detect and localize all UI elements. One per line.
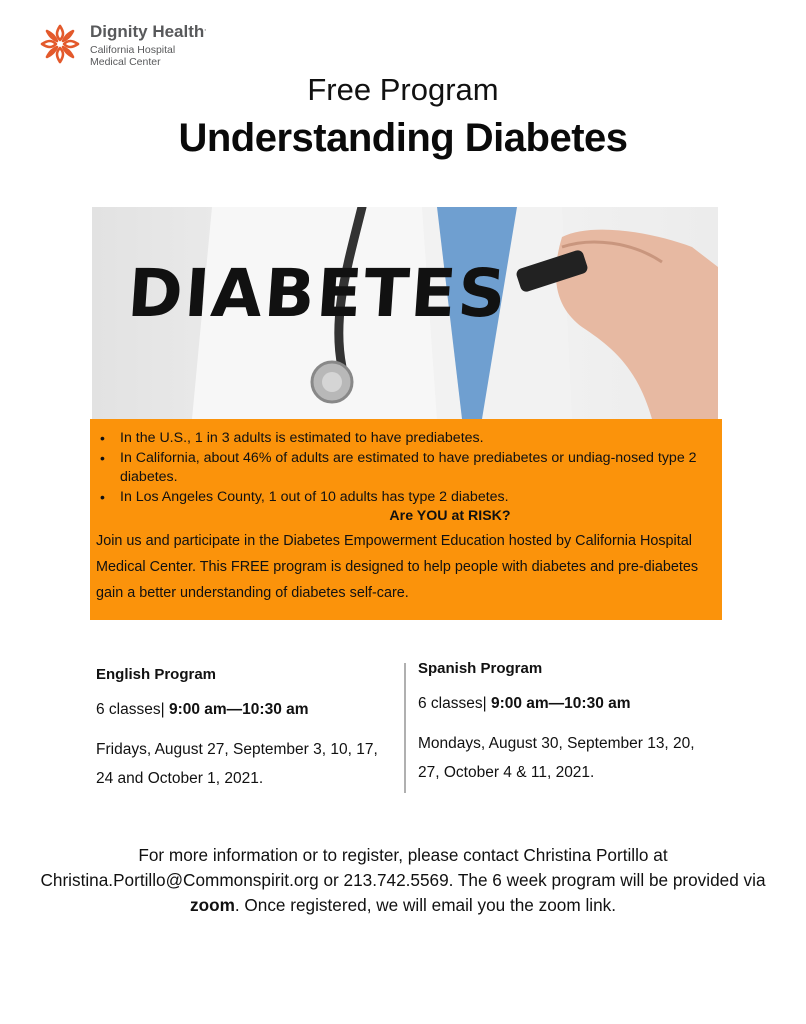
logo-name: Dignity Health.	[90, 22, 207, 41]
contact-text: For more information or to register, please contact Christina Portillo at Christina.Portillo@Commonspirit.org or 213.742.5569. The 6 week program will be provided via	[40, 845, 766, 890]
dignity-health-logo	[38, 20, 258, 72]
facts-box	[90, 419, 722, 620]
fact-item: • In California, about 46% of adults are estimated to have prediabetes or undiag-nosed type 2 diabetes.	[96, 449, 714, 488]
program-description: Join us and participate in the Diabetes Empowerment Education hosted by California Hospital Medical Center. This FREE program is designed to help people with diabetes and pre-diabetes gain a better understanding of diabetes self-care.	[96, 533, 699, 601]
spanish-class-time: 9:00 am—10:30 am	[490, 695, 631, 712]
english-program-dates: Fridays, August 27, September 3, 10, 17, 24 and October 1, 2021.	[96, 741, 378, 787]
english-program-heading: English Program	[96, 666, 217, 683]
spanish-program-heading: Spanish Program	[418, 660, 543, 677]
english-class-time: 9:00 am—10:30 am	[168, 701, 309, 718]
program-divider	[404, 663, 406, 793]
english-classes-label: 6 classes|	[96, 701, 165, 718]
spanish-program-schedule	[418, 695, 718, 713]
spanish-program	[418, 660, 718, 787]
page-title: Understanding Diabetes	[178, 116, 628, 160]
fact-item: • In Los Angeles County, 1 out of 10 adults has type 2 diabetes.	[96, 488, 714, 508]
contact-text-end: . Once registered, we will email you the zoom link.	[234, 895, 617, 915]
hero-diabetes-word: DIABETES	[125, 255, 511, 332]
english-program-schedule	[96, 701, 386, 719]
contact-info	[30, 843, 776, 918]
dignity-health-star-icon	[38, 22, 82, 66]
spanish-classes-label: 6 classes|	[418, 695, 487, 712]
logo-subtitle-2: Medical Center	[90, 56, 161, 68]
risk-heading: Are YOU at RISK?	[389, 508, 511, 524]
zoom-word: zoom	[189, 895, 235, 915]
fact-item: • In the U.S., 1 in 3 adults is estimated to have prediabetes.	[96, 429, 714, 449]
page-subtitle: Free Program	[307, 72, 499, 107]
spanish-program-dates: Mondays, August 30, September 13, 20, 27, October 4 & 11, 2021.	[418, 735, 695, 781]
english-program	[96, 666, 386, 793]
hero-image	[92, 207, 718, 419]
facts-list	[96, 429, 714, 507]
logo-subtitle-1: California Hospital	[90, 44, 176, 56]
